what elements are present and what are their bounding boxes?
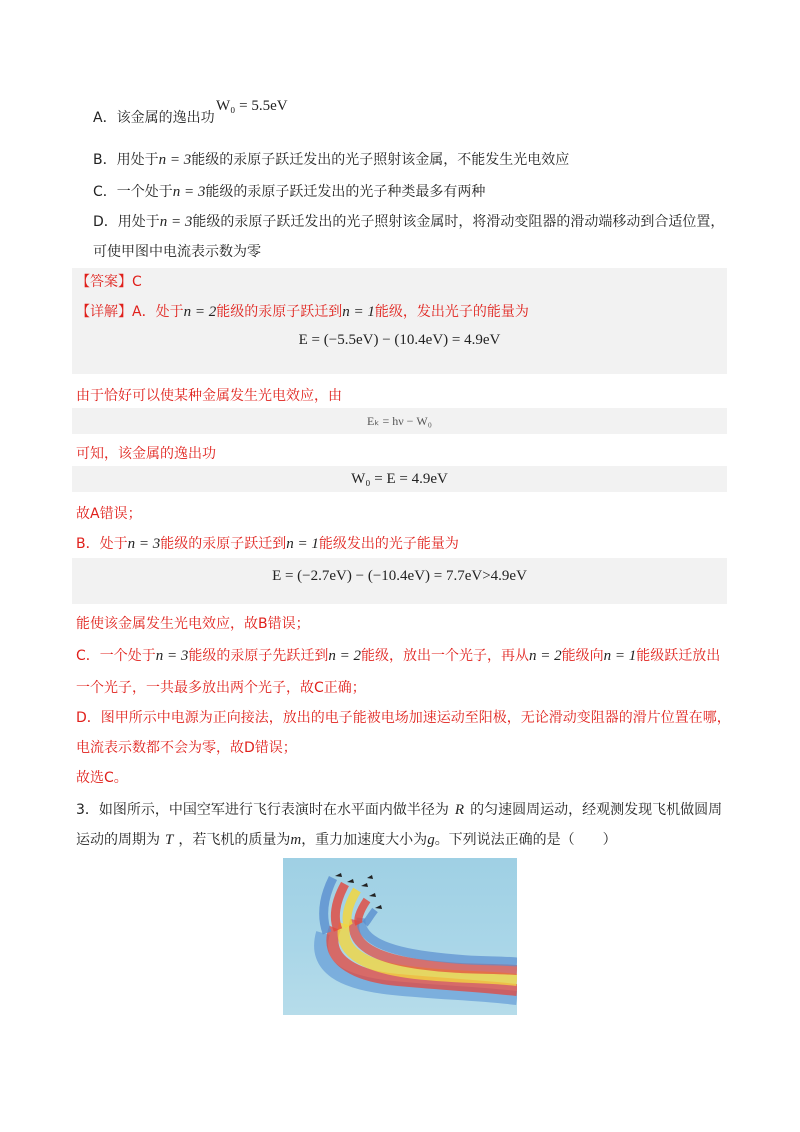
- q3-T: T: [165, 832, 174, 848]
- detail-p1-n2: n = 1: [342, 304, 375, 320]
- option-a: [93, 108, 215, 128]
- equation-2: Eₖ = hν − W₀: [367, 414, 432, 428]
- option-b-post: 能级的汞原子跃迁发出的光子照射该金属，不能发生光电效应: [191, 152, 570, 168]
- detail-p7b: 一个光子，一共最多放出两个光子，故C正确；: [76, 680, 366, 696]
- answer-line: [76, 272, 142, 292]
- detail-p1-mid: 能级的汞原子跃迁到: [216, 304, 343, 320]
- answer-value: C: [132, 274, 142, 290]
- detail-p5-post: 能级发出的光子能量为: [318, 536, 459, 552]
- detail-p6: 能使该金属发生光电效应，故B错误；: [76, 616, 310, 632]
- option-d-n: n = 3: [159, 214, 193, 230]
- option-d-post: 能级的汞原子跃迁发出的光子照射该金属时，将滑动变阻器的滑动端移动到合适位置，: [192, 214, 725, 230]
- q3-l1-post: 的匀速圆周运动，经观测发现飞机做圆周: [470, 802, 723, 818]
- detail-p1-pre: A．处于: [132, 304, 184, 320]
- option-a-formula: W₀ = 5.5eV: [216, 98, 288, 114]
- question-3-line-2: [76, 830, 617, 850]
- detail-p2: 由于恰好可以使某种金属发生光电效应，由: [76, 388, 342, 404]
- option-c-pre: C．一个处于: [93, 184, 173, 200]
- detail-p7-n2: n = 2: [328, 648, 362, 664]
- option-c: [93, 182, 485, 202]
- detail-p5-n1: n = 3: [127, 536, 161, 552]
- detail-p5-pre: B．处于: [76, 536, 128, 552]
- detail-p5: [76, 534, 459, 554]
- detail-p7-n4: n = 1: [603, 648, 637, 664]
- q3-R: R: [454, 802, 465, 818]
- option-d-pre: D．用处于: [93, 214, 160, 230]
- q3-l2-mid2: ，重力加速度大小为: [301, 832, 428, 848]
- detail-p9: 故选C。: [76, 770, 128, 786]
- option-a-text: A．该金属的逸出功: [93, 110, 215, 126]
- q3-m: m: [290, 832, 302, 848]
- q3-l2-pre: 运动的周期为: [76, 832, 160, 848]
- detail-p1-n1: n = 2: [183, 304, 217, 320]
- q3-g: g: [427, 832, 435, 848]
- detail-p4: 故A错误；: [76, 506, 142, 522]
- q3-l1-pre: 3．如图所示，中国空军进行飞行表演时在水平面内做半径为: [76, 802, 449, 818]
- detail-p1-post: 能级，发出光子的能量为: [374, 304, 529, 320]
- detail-p7-n3: n = 2: [529, 648, 562, 664]
- detail-p7: [76, 646, 720, 666]
- equation-4: E = (−2.7eV) − (−10.4eV) = 7.7eV>4.9eV: [272, 568, 527, 584]
- answer-label: 【答案】: [76, 274, 132, 290]
- question-3-line-1: [76, 800, 722, 820]
- option-b-n: n = 3: [158, 152, 192, 168]
- detail-p7-n1: n = 3: [155, 648, 189, 664]
- detail-label: 【详解】: [76, 304, 132, 320]
- option-d-line2: 可使甲图中电流表示数为零: [93, 244, 261, 260]
- detail-p8b: 电流表示数都不会为零，故D错误；: [76, 740, 297, 756]
- detail-line-1: [76, 302, 529, 322]
- option-c-post: 能级的汞原子跃迁发出的光子种类最多有两种: [205, 184, 486, 200]
- q3-l2-mid: ，若飞机的质量为: [178, 832, 291, 848]
- detail-p8: D．图甲所示中电源为正向接法，放出的电子能被电场加速运动至阳极，无论滑动变阻器的滑片位置在哪，: [76, 710, 731, 726]
- airshow-smoke-trails: [283, 858, 517, 1015]
- option-b-pre: B．用处于: [93, 152, 159, 168]
- option-c-n: n = 3: [172, 184, 206, 200]
- option-b: [93, 150, 569, 170]
- equation-1: E = (−5.5eV) − (10.4eV) = 4.9eV: [298, 332, 501, 348]
- equation-3: W₀ = E = 4.9eV: [351, 471, 448, 487]
- detail-p7-pre: C．一个处于: [76, 648, 156, 664]
- detail-p5-n2: n = 1: [286, 536, 319, 552]
- option-d: [93, 212, 724, 232]
- airshow-photo: [283, 858, 517, 1015]
- detail-p5-mid: 能级的汞原子跃迁到: [160, 536, 287, 552]
- detail-p7-mid1: 能级的汞原子先跃迁到: [188, 648, 329, 664]
- q3-l2-post: 。下列说法正确的是（ ）: [434, 832, 617, 848]
- detail-p3: 可知，该金属的逸出功: [76, 446, 216, 462]
- detail-p7-mid2: 能级，放出一个光子，再从: [361, 648, 530, 664]
- detail-p7-post: 能级跃迁放出: [636, 648, 721, 664]
- detail-p7-mid3: 能级向: [561, 648, 604, 664]
